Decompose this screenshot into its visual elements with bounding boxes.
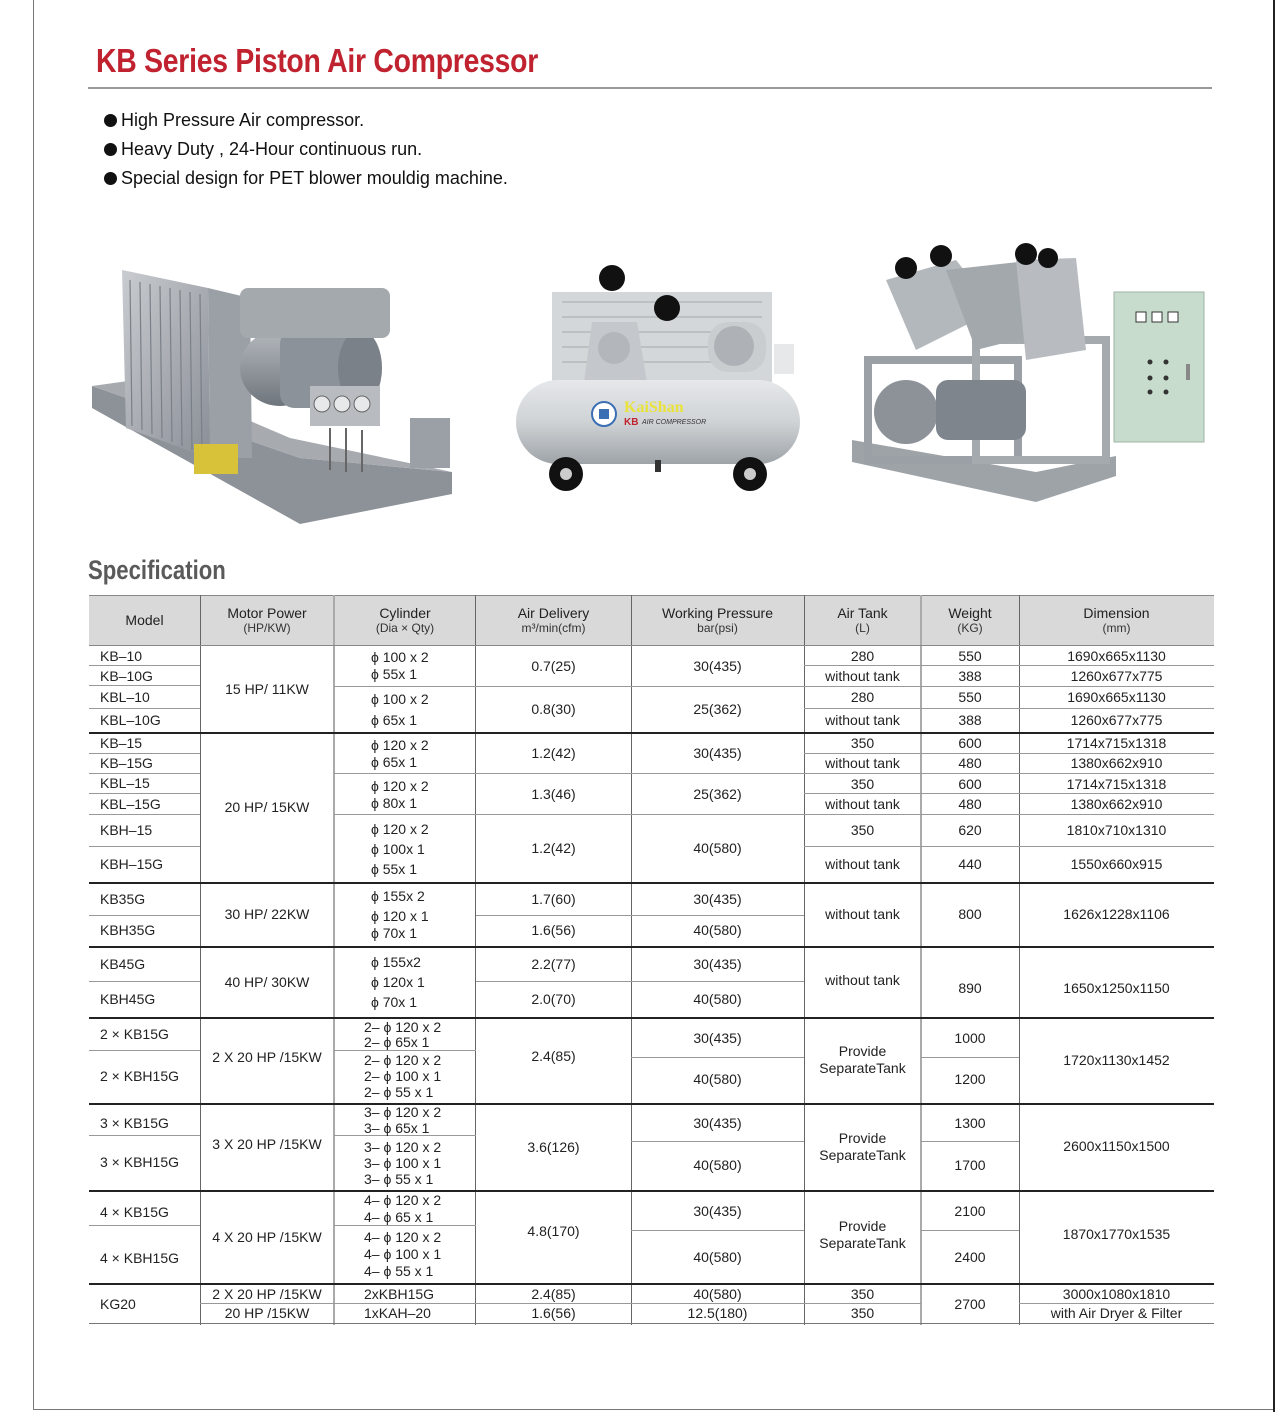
pressure-cell: 30(435) [693, 1202, 742, 1219]
cylinder-cell: ϕ 120 x 2 ϕ 100x 1 ϕ 55x 1 [371, 820, 429, 877]
air-delivery-cell: 2.0(70) [531, 990, 576, 1007]
tank-cell: Provide SeparateTank [819, 1130, 906, 1163]
weight-cell: 1300 [954, 1114, 986, 1131]
air-delivery-cell: 3.6(126) [527, 1138, 580, 1155]
table-row-model: KBH–15 [100, 822, 153, 838]
table-row-model: 2 × KBH15G [100, 1067, 179, 1084]
dimension-cell: 1810x710x1310 [1066, 822, 1167, 838]
dimension-cell: 1690x665x1130 [1067, 689, 1166, 705]
table-row-model: KB35G [100, 891, 146, 907]
weight-cell: 480 [958, 755, 982, 771]
air-delivery-cell: 1.6(56) [531, 922, 576, 938]
cylinder-cell: 1xKAH–20 [364, 1305, 431, 1321]
table-row-model: 2 × KB15G [100, 1026, 169, 1042]
tank-cell: 350 [850, 822, 875, 838]
motor-power-cell: 30 HP/ 22KW [224, 906, 310, 922]
bullet-icon [104, 172, 117, 185]
bullet-icon [104, 114, 117, 127]
header-air-delivery: Air Delivery m³/min(cfm) [517, 604, 590, 635]
tank-compressor-image [512, 262, 804, 494]
weight-cell: 600 [958, 735, 982, 751]
tank-cell: without tank [825, 855, 900, 872]
motor-power-cell: 20 HP/ 15KW [224, 799, 310, 815]
table-row-model: KBL–10G [100, 711, 161, 728]
pressure-cell: 40(580) [693, 1285, 742, 1302]
cylinder-cell: 2xKBH15G [364, 1285, 435, 1302]
dimension-cell: with Air Dryer & Filter [1050, 1305, 1183, 1321]
frame-compressor-image [846, 240, 1208, 512]
air-delivery-cell: 1.3(46) [531, 785, 576, 802]
motor-power-cell: 2 X 20 HP /15KW [212, 1285, 322, 1302]
dimension-cell: 1550x660x915 [1070, 855, 1163, 872]
pressure-cell: 40(580) [693, 1248, 742, 1265]
pressure-cell: 25(362) [693, 785, 742, 802]
tank-cell: 350 [850, 1285, 875, 1302]
motor-power-cell: 20 HP /15KW [224, 1305, 310, 1321]
pressure-cell: 40(580) [693, 990, 742, 1007]
cylinder-cell: 2– ϕ 120 x 2 2– ϕ 100 x 1 2– ϕ 55 x 1 [364, 1052, 442, 1100]
weight-cell: 1000 [954, 1029, 986, 1046]
weight-cell: 620 [958, 822, 982, 838]
table-row-model: 4 × KBH15G [100, 1250, 179, 1266]
table-row-model: KB–15G [100, 755, 153, 771]
motor-power-cell: 3 X 20 HP /15KW [212, 1135, 322, 1152]
weight-cell: 388 [958, 667, 982, 684]
weight-cell: 2100 [954, 1202, 986, 1219]
feature-item: High Pressure Air compressor. [104, 106, 508, 135]
weight-cell: 600 [958, 775, 982, 792]
title-divider [88, 87, 1212, 89]
cylinder-cell: ϕ 100 x 2 ϕ 65x 1 [371, 691, 429, 728]
dimension-cell: 1714x715x1318 [1066, 735, 1167, 751]
motor-power-cell: 15 HP/ 11KW [225, 680, 309, 697]
header-dimension: Dimension (mm) [1083, 604, 1150, 635]
cylinder-cell: ϕ 120 x 2 ϕ 80x 1 [371, 777, 429, 811]
air-delivery-cell: 4.8(170) [527, 1223, 580, 1239]
table-row-model: KBL–15 [100, 775, 150, 791]
specification-table [89, 595, 1214, 1325]
table-row-model: KB–10G [100, 667, 153, 684]
tank-cell: 350 [850, 1305, 875, 1321]
header-weight: Weight (KG) [948, 604, 992, 635]
cylinder-cell: 2– ϕ 120 x 2 2– ϕ 65x 1 [364, 1018, 442, 1050]
air-delivery-cell: 2.2(77) [531, 956, 576, 972]
dimension-cell: 1720x1130x1452 [1063, 1051, 1170, 1068]
weight-cell: 550 [958, 689, 982, 705]
air-delivery-cell: 0.8(30) [531, 701, 576, 717]
feature-item: Heavy Duty , 24-Hour continuous run. [104, 135, 508, 164]
pressure-cell: 40(580) [693, 922, 742, 938]
pressure-cell: 40(580) [693, 839, 742, 856]
weight-cell: 890 [958, 979, 982, 996]
header-cylinder: Cylinder (Dia × Qty) [375, 604, 435, 635]
table-row-model: KBH35G [100, 922, 156, 938]
tank-cell: without tank [825, 755, 900, 771]
dimension-cell: 1650x1250x1150 [1063, 979, 1170, 996]
air-delivery-cell: 0.7(25) [531, 657, 576, 674]
page-title: KB Series Piston Air Compressor [96, 42, 539, 79]
air-delivery-cell: 1.6(56) [531, 1305, 576, 1321]
table-row-model: KBL–15G [100, 795, 161, 812]
dimension-cell: 1380x662x910 [1070, 795, 1163, 812]
svg-text:KB: KB [624, 417, 639, 428]
feature-item: Special design for PET blower mouldig machine. [104, 164, 508, 193]
air-delivery-cell: 2.4(85) [531, 1047, 576, 1064]
motor-power-cell: 40 HP/ 30KW [224, 973, 310, 990]
cylinder-cell: 4– ϕ 120 x 2 4– ϕ 100 x 1 4– ϕ 55 x 1 [364, 1228, 442, 1279]
dimension-cell: 1260x677x775 [1070, 667, 1163, 684]
table-row-model: 3 × KBH15G [100, 1154, 179, 1170]
table-row-model: 4 × KB15G [100, 1204, 169, 1220]
pressure-cell: 12.5(180) [687, 1305, 748, 1321]
bullet-icon [104, 143, 117, 156]
page-edge [1273, 0, 1275, 1412]
tank-cell: 280 [850, 689, 875, 705]
pressure-cell: 40(580) [693, 1071, 742, 1087]
air-delivery-cell: 1.2(42) [531, 839, 576, 856]
pressure-cell: 40(580) [693, 1157, 742, 1173]
weight-cell: 800 [958, 906, 982, 922]
cylinder-cell: ϕ 100 x 2 ϕ 55x 1 [371, 649, 429, 682]
tank-cell: Provide SeparateTank [819, 1043, 906, 1076]
dimension-cell: 1260x677x775 [1070, 711, 1163, 728]
tank-cell: without tank [825, 711, 900, 728]
cylinder-cell: 3– ϕ 120 x 2 3– ϕ 65x 1 [364, 1104, 442, 1136]
dimension-cell: 1626x1228x1106 [1063, 906, 1170, 922]
skid-compressor-image [90, 258, 458, 528]
brand-label: KaiShan [624, 399, 684, 416]
tank-cell: Provide SeparateTank [819, 1217, 906, 1251]
weight-cell: 2400 [954, 1248, 986, 1265]
table-row-model: KB45G [100, 956, 146, 972]
header-motor-power: Motor Power (HP/KW) [227, 604, 307, 635]
motor-power-cell: 4 X 20 HP /15KW [212, 1228, 322, 1245]
dimension-cell: 1380x662x910 [1070, 755, 1163, 771]
weight-cell: 2700 [954, 1295, 986, 1312]
pressure-cell: 30(435) [693, 745, 742, 761]
table-row-model: 3 × KB15G [100, 1115, 169, 1131]
dimension-cell: 1690x665x1130 [1067, 647, 1166, 664]
pressure-cell: 30(435) [693, 1029, 742, 1046]
table-row-model: KB–10 [100, 647, 143, 664]
svg-text:AIR COMPRESSOR: AIR COMPRESSOR [642, 419, 707, 426]
table-row-model: KBH–15G [100, 855, 164, 872]
tank-cell: without tank [825, 795, 900, 812]
weight-cell: 1700 [954, 1157, 986, 1173]
weight-cell: 480 [958, 795, 982, 812]
header-model: Model [125, 612, 164, 628]
pressure-cell: 30(435) [693, 956, 742, 972]
dimension-cell: 2600x1150x1500 [1063, 1137, 1170, 1154]
cylinder-cell: ϕ 155x2 ϕ 120x 1 ϕ 70x 1 [371, 953, 425, 1010]
specification-heading: Specification [88, 555, 226, 585]
dimension-cell: 3000x1080x1810 [1062, 1285, 1171, 1302]
weight-cell: 388 [958, 711, 982, 728]
table-row-model: KBL–10 [100, 688, 150, 705]
table-row-model: KG20 [100, 1295, 136, 1312]
pressure-cell: 25(362) [693, 701, 742, 717]
pressure-cell: 30(435) [693, 891, 742, 907]
pressure-cell: 30(435) [693, 1114, 742, 1131]
header-working-pressure: Working Pressure bar(psi) [661, 604, 773, 635]
cylinder-cell: ϕ 155x 2 ϕ 120 x 1 ϕ 70x 1 [371, 887, 429, 941]
tank-cell: without tank [825, 971, 900, 988]
weight-cell: 550 [958, 647, 982, 664]
cylinder-cell: 3– ϕ 120 x 2 3– ϕ 100 x 1 3– ϕ 55 x 1 [364, 1138, 442, 1187]
air-delivery-cell: 2.4(85) [531, 1285, 576, 1302]
weight-cell: 440 [958, 855, 982, 872]
air-delivery-cell: 1.2(42) [531, 745, 576, 761]
cylinder-cell: ϕ 120 x 2 ϕ 65x 1 [371, 736, 429, 770]
table-row-model: KB–15 [100, 735, 143, 751]
tank-cell: 280 [850, 647, 875, 664]
feature-list [104, 106, 508, 193]
table-row-model: KBH45G [100, 990, 156, 1007]
pressure-cell: 30(435) [693, 657, 742, 674]
dimension-cell: 1870x1770x1535 [1062, 1226, 1171, 1242]
tank-cell: 350 [850, 775, 875, 792]
weight-cell: 1200 [954, 1071, 986, 1087]
cylinder-cell: 4– ϕ 120 x 2 4– ϕ 65 x 1 [364, 1191, 442, 1225]
tank-cell: without tank [825, 667, 900, 684]
air-delivery-cell: 1.7(60) [531, 891, 576, 907]
tank-cell: 350 [850, 735, 875, 751]
dimension-cell: 1714x715x1318 [1066, 775, 1167, 792]
tank-cell: without tank [825, 906, 900, 922]
header-air-tank: Air Tank (L) [837, 604, 888, 635]
motor-power-cell: 2 X 20 HP /15KW [212, 1049, 322, 1065]
